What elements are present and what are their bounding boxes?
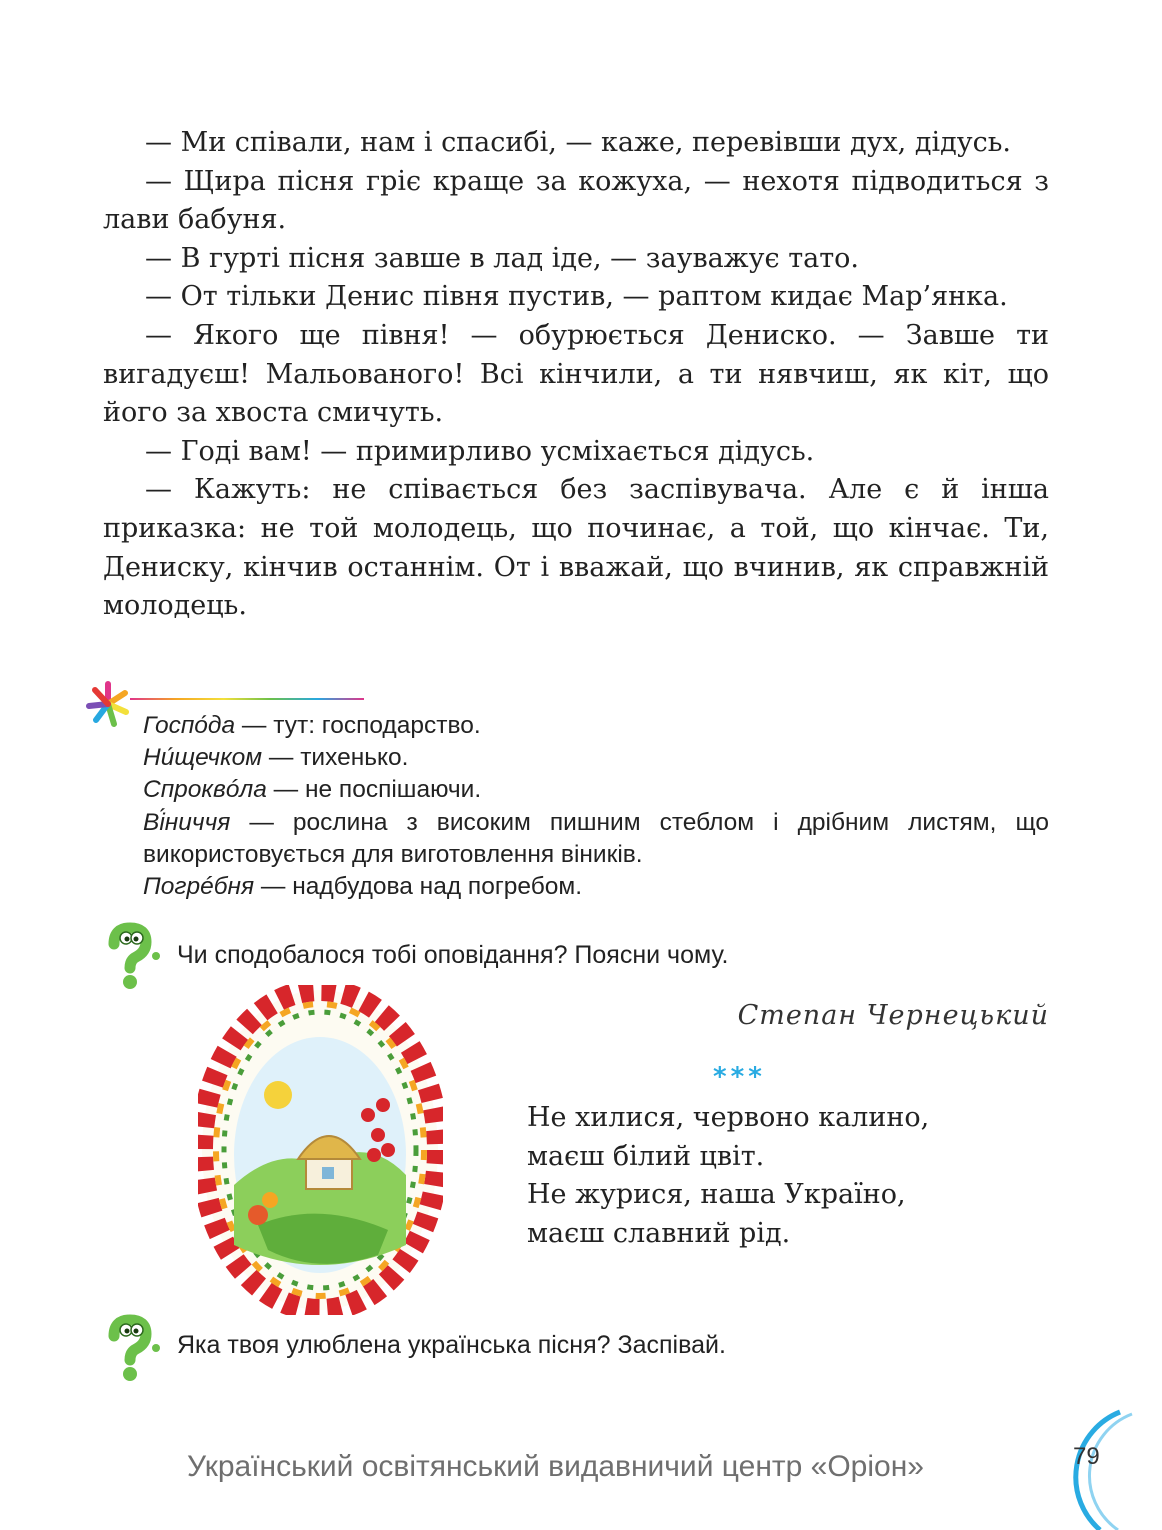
rainbow-star-icon — [86, 680, 136, 730]
story-paragraph: — Кажуть: не співається без заспівувача. Але є й інша приказка: не той молодець, що починає, а той, що кінчає. Ти, Дениску, кінчив останнім. От і вважай, що вчинив, як справжній молодець. — [103, 474, 1049, 622]
glossary — [143, 710, 1049, 903]
poem-stars: *** — [713, 1062, 766, 1092]
glossary-definition: — не поспішаючи. — [266, 776, 482, 804]
glossary-divider — [130, 698, 364, 700]
story-text — [103, 124, 1049, 626]
glossary-term: Госпо́да — [143, 712, 236, 739]
poem-author: Степан Чернецький — [737, 1000, 1049, 1031]
story-paragraph: — Якого ще півня! — обурюється Дениско. — Завше ти вигадуєш! Мальованого! Всі кінчили, а ти нявчиш, як кіт, що його за хвоста смичуть. — [103, 319, 1049, 429]
page-number: 79 — [1073, 1443, 1100, 1470]
glossary-entry — [143, 807, 1049, 871]
question-1: Чи сподобалося тобі оповідання? Поясни чому. — [177, 941, 729, 969]
poem-line: маєш білий цвіт. — [527, 1140, 765, 1172]
story-paragraph: — Ми співали, нам і спасибі, — каже, перевівши дух, дідусь. — [145, 127, 1012, 158]
glossary-term: Ни́щечком — [143, 744, 263, 772]
glossary-term: Спроквóла — [143, 776, 267, 804]
poem — [527, 1099, 929, 1253]
glossary-term: Ві́ниччя — [143, 808, 231, 836]
page-corner-arc — [1040, 1408, 1162, 1530]
glossary-definition: — тихенько. — [262, 744, 409, 772]
story-paragraph: — От тільки Денис півня пустив, — раптом кидає Мар’янка. — [145, 281, 1008, 313]
petrykivka-illustration — [198, 985, 443, 1315]
glossary-entry — [143, 871, 1049, 903]
glossary-definition: — надбудова над погребом. — [254, 873, 583, 901]
question-mark-icon — [100, 922, 164, 992]
glossary-entry — [143, 710, 1049, 742]
story-paragraph: — Щира пісня гріє краще за кожуха, — нехотя підводиться з лави бабуня. — [103, 165, 1049, 236]
poem-line: Не хилися, червоно калино, — [527, 1102, 930, 1133]
poem-line: маєш славний рід. — [527, 1217, 791, 1249]
glossary-entry — [143, 742, 1049, 774]
glossary-definition: — тут: господарство. — [235, 712, 481, 739]
story-paragraph: — В гурті пісня завше в лад іде, — зауважує тато. — [145, 242, 859, 274]
poem-line: Не журися, наша Україно, — [527, 1179, 906, 1210]
glossary-definition: — рослина з високим пишним стеблом і дрібним листям, що використовується для виготовлення віників. — [143, 808, 1049, 868]
question-mark-icon — [100, 1314, 164, 1384]
question-2: Яка твоя улюблена українська пісня? Заспівай. — [177, 1331, 726, 1359]
publisher-footer: Український освітянський видавничий центр «Оріон» — [187, 1450, 924, 1483]
glossary-term: Погрéбня — [143, 873, 255, 901]
glossary-entry — [143, 774, 1049, 806]
story-paragraph: — Годі вам! — примирливо усміхається дідусь. — [145, 435, 815, 467]
